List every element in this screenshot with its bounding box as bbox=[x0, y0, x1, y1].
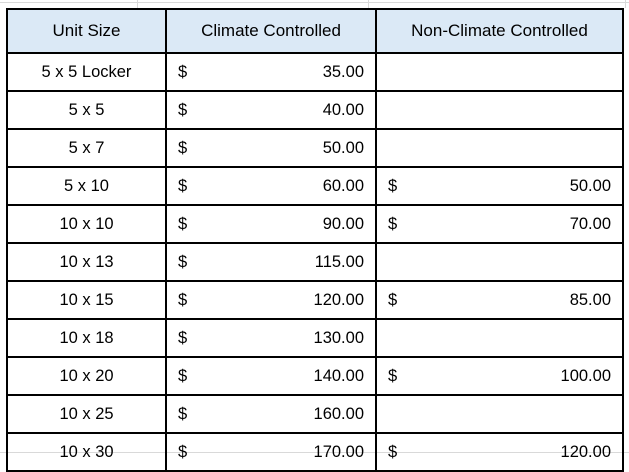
non-climate-price-cell[interactable] bbox=[376, 243, 623, 281]
currency-symbol: $ bbox=[178, 214, 188, 233]
unit-size-cell[interactable]: 10 x 10 bbox=[7, 205, 166, 243]
price-value: 120.00 bbox=[560, 442, 611, 461]
non-climate-price-cell[interactable] bbox=[376, 167, 623, 205]
non-climate-price-cell[interactable] bbox=[376, 129, 623, 167]
price-value: 115.00 bbox=[314, 252, 364, 271]
table-row bbox=[7, 433, 623, 471]
price-value: 130.00 bbox=[313, 328, 364, 347]
climate-price-cell[interactable] bbox=[166, 433, 376, 471]
table-row bbox=[7, 91, 623, 129]
currency-symbol: $ bbox=[178, 404, 188, 423]
table-row bbox=[7, 53, 623, 91]
currency-symbol: $ bbox=[388, 442, 398, 461]
table-body bbox=[7, 53, 623, 471]
unit-size-cell[interactable]: 10 x 18 bbox=[7, 319, 166, 357]
price-value: 50.00 bbox=[569, 176, 611, 195]
unit-size-cell[interactable]: 5 x 7 bbox=[7, 129, 166, 167]
unit-size-cell[interactable]: 10 x 13 bbox=[7, 243, 166, 281]
table-row bbox=[7, 205, 623, 243]
currency-symbol: $ bbox=[178, 252, 188, 271]
table-row bbox=[7, 129, 623, 167]
table-row bbox=[7, 319, 623, 357]
price-value: 50.00 bbox=[322, 138, 364, 157]
non-climate-price-cell[interactable] bbox=[376, 53, 623, 91]
currency-symbol: $ bbox=[178, 100, 188, 119]
climate-price-cell[interactable] bbox=[166, 205, 376, 243]
currency-symbol: $ bbox=[178, 62, 188, 81]
unit-size-cell[interactable]: 5 x 5 Locker bbox=[7, 53, 166, 91]
currency-symbol: $ bbox=[388, 290, 398, 309]
climate-price-cell[interactable] bbox=[166, 357, 376, 395]
non-climate-price-cell[interactable] bbox=[376, 281, 623, 319]
price-value: 40.00 bbox=[322, 100, 364, 119]
price-value: 140.00 bbox=[313, 366, 364, 385]
price-value: 60.00 bbox=[322, 176, 364, 195]
climate-price-cell[interactable] bbox=[166, 281, 376, 319]
currency-symbol: $ bbox=[388, 176, 398, 195]
currency-symbol: $ bbox=[178, 138, 188, 157]
currency-symbol: $ bbox=[178, 176, 188, 195]
price-value: 85.00 bbox=[569, 290, 611, 309]
unit-size-cell[interactable]: 10 x 25 bbox=[7, 395, 166, 433]
currency-symbol: $ bbox=[178, 442, 188, 461]
currency-symbol: $ bbox=[178, 290, 188, 309]
column-header-non-climate-controlled[interactable]: Non-Climate Controlled bbox=[376, 9, 623, 53]
table-row bbox=[7, 395, 623, 433]
climate-price-cell[interactable] bbox=[166, 91, 376, 129]
unit-size-cell[interactable]: 5 x 10 bbox=[7, 167, 166, 205]
unit-size-cell[interactable]: 10 x 30 bbox=[7, 433, 166, 471]
header-row bbox=[7, 9, 623, 53]
climate-price-cell[interactable] bbox=[166, 167, 376, 205]
climate-price-cell[interactable] bbox=[166, 243, 376, 281]
spreadsheet-gridline bbox=[137, 0, 138, 8]
currency-symbol: $ bbox=[178, 328, 188, 347]
spreadsheet-gridline bbox=[0, 2, 629, 3]
price-value: 90.00 bbox=[322, 214, 364, 233]
currency-symbol: $ bbox=[388, 214, 398, 233]
price-value: 70.00 bbox=[569, 214, 611, 233]
climate-price-cell[interactable] bbox=[166, 395, 376, 433]
currency-symbol: $ bbox=[388, 366, 398, 385]
climate-price-cell[interactable] bbox=[166, 319, 376, 357]
column-header-climate-controlled[interactable]: Climate Controlled bbox=[166, 9, 376, 53]
currency-symbol: $ bbox=[178, 366, 188, 385]
non-climate-price-cell[interactable] bbox=[376, 319, 623, 357]
table-row bbox=[7, 281, 623, 319]
spreadsheet-gridline bbox=[625, 0, 626, 8]
storage-unit-pricing-table bbox=[6, 8, 624, 472]
non-climate-price-cell[interactable] bbox=[376, 205, 623, 243]
non-climate-price-cell[interactable] bbox=[376, 357, 623, 395]
table-row bbox=[7, 357, 623, 395]
non-climate-price-cell[interactable] bbox=[376, 91, 623, 129]
table-row bbox=[7, 243, 623, 281]
unit-size-cell[interactable]: 10 x 20 bbox=[7, 357, 166, 395]
climate-price-cell[interactable] bbox=[166, 129, 376, 167]
price-value: 100.00 bbox=[560, 366, 611, 385]
price-value: 120.00 bbox=[313, 290, 364, 309]
spreadsheet-gridline bbox=[368, 0, 369, 8]
non-climate-price-cell[interactable] bbox=[376, 395, 623, 433]
climate-price-cell[interactable] bbox=[166, 53, 376, 91]
column-header-unit-size[interactable]: Unit Size bbox=[7, 9, 166, 53]
non-climate-price-cell[interactable] bbox=[376, 433, 623, 471]
table-row bbox=[7, 167, 623, 205]
price-value: 35.00 bbox=[322, 62, 364, 81]
price-value: 170.00 bbox=[313, 442, 364, 461]
unit-size-cell[interactable]: 5 x 5 bbox=[7, 91, 166, 129]
price-value: 160.00 bbox=[313, 404, 364, 423]
unit-size-cell[interactable]: 10 x 15 bbox=[7, 281, 166, 319]
